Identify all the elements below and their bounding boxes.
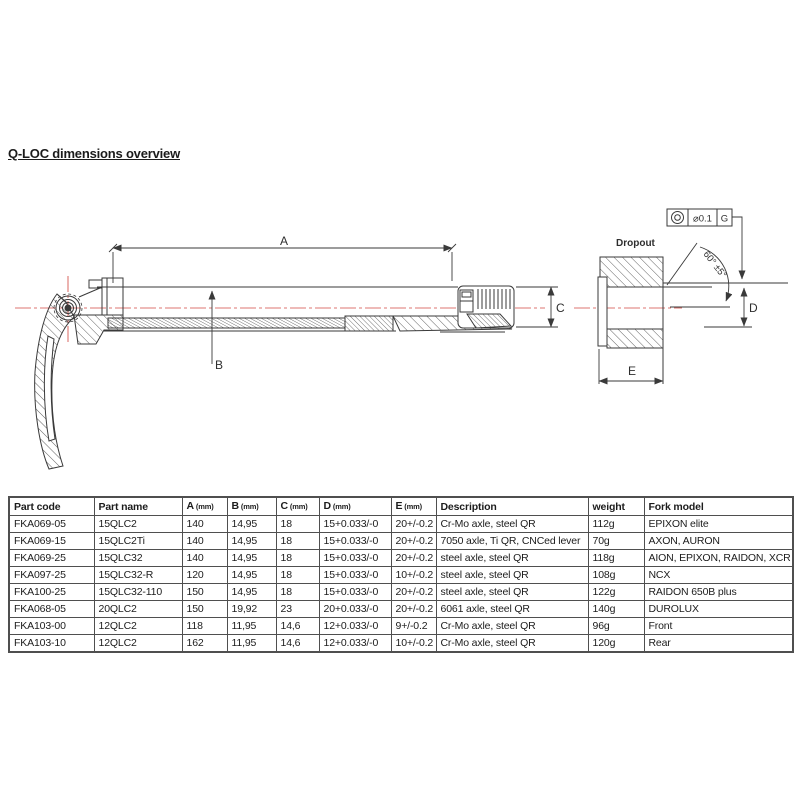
column-header-d: D (mm) bbox=[319, 497, 391, 516]
table-cell: 15QLC32-110 bbox=[94, 584, 182, 601]
table-cell: 140g bbox=[588, 601, 644, 618]
table-cell: FKA097-25 bbox=[9, 567, 94, 584]
angle-label: 60° ±5° bbox=[700, 249, 729, 281]
table-row bbox=[9, 584, 793, 601]
table-cell: 14,95 bbox=[227, 516, 276, 533]
table-cell: 14,6 bbox=[276, 618, 319, 635]
table-cell: 10+/-0.2 bbox=[391, 567, 436, 584]
table-cell: 9+/-0.2 bbox=[391, 618, 436, 635]
column-header-weight: weight bbox=[588, 497, 644, 516]
tolerance-datum: G bbox=[720, 213, 729, 225]
detail-view bbox=[574, 209, 788, 384]
dimension-d bbox=[744, 288, 758, 326]
table-cell: AION, EPIXON, RAIDON, XCR bbox=[644, 550, 793, 567]
table-cell: FKA100-25 bbox=[9, 584, 94, 601]
table-cell: 14,95 bbox=[227, 584, 276, 601]
table-cell: Cr-Mo axle, steel QR bbox=[436, 618, 588, 635]
table-cell: FKA068-05 bbox=[9, 601, 94, 618]
table-cell: 140 bbox=[182, 550, 227, 567]
table-cell: FKA103-10 bbox=[9, 635, 94, 653]
table-cell: 19,92 bbox=[227, 601, 276, 618]
dropout-section bbox=[598, 257, 788, 384]
table-row bbox=[9, 618, 793, 635]
table-cell: 12QLC2 bbox=[94, 635, 182, 653]
tolerance-value: ⌀0.1 bbox=[693, 213, 712, 225]
table-row bbox=[9, 601, 793, 618]
table-cell: FKA069-15 bbox=[9, 533, 94, 550]
table-cell: 120 bbox=[182, 567, 227, 584]
table-cell: 20+/-0.2 bbox=[391, 584, 436, 601]
table-header-row bbox=[9, 497, 793, 516]
table-cell: NCX bbox=[644, 567, 793, 584]
table-cell: 20+/-0.2 bbox=[391, 533, 436, 550]
table-cell: 12QLC2 bbox=[94, 618, 182, 635]
table-cell: 18 bbox=[276, 584, 319, 601]
table-cell: 11,95 bbox=[227, 635, 276, 653]
table-cell: FKA069-25 bbox=[9, 550, 94, 567]
page-title: Q-LOC dimensions overview bbox=[8, 146, 180, 161]
table-cell: 140 bbox=[182, 516, 227, 533]
dim-c-label: C bbox=[556, 301, 565, 315]
table-cell: 6061 axle, steel QR bbox=[436, 601, 588, 618]
table-cell: 12+0.033/-0 bbox=[319, 635, 391, 653]
table-cell: 70g bbox=[588, 533, 644, 550]
table-cell: AXON, AURON bbox=[644, 533, 793, 550]
table-cell: 15+0.033/-0 bbox=[319, 584, 391, 601]
table-cell: 15+0.033/-0 bbox=[319, 550, 391, 567]
table-cell: 18 bbox=[276, 567, 319, 584]
table-row bbox=[9, 635, 793, 653]
table-cell: 18 bbox=[276, 516, 319, 533]
table-cell: 120g bbox=[588, 635, 644, 653]
table-row bbox=[9, 567, 793, 584]
table-cell: FKA103-00 bbox=[9, 618, 94, 635]
qr-lever bbox=[35, 294, 74, 469]
table-cell: 15QLC32 bbox=[94, 550, 182, 567]
table-cell: 14,95 bbox=[227, 533, 276, 550]
axle-shaft bbox=[97, 287, 512, 331]
table-header-row bbox=[9, 497, 793, 516]
column-header-part-code: Part code bbox=[9, 497, 94, 516]
dim-d-label: D bbox=[749, 301, 758, 315]
main-view bbox=[15, 234, 565, 469]
table-cell: 20+/-0.2 bbox=[391, 601, 436, 618]
column-header-fork-model: Fork model bbox=[644, 497, 793, 516]
dimension-e bbox=[599, 349, 663, 384]
dimension-c bbox=[516, 287, 565, 327]
angle-dimension bbox=[667, 243, 730, 307]
dropout-label: Dropout bbox=[616, 238, 655, 249]
table-cell: 118 bbox=[182, 618, 227, 635]
dim-e-label: E bbox=[628, 364, 637, 378]
table-cell: 14,6 bbox=[276, 635, 319, 653]
table-row bbox=[9, 516, 793, 533]
table-cell: 118g bbox=[588, 550, 644, 567]
dim-b-label: B bbox=[215, 358, 224, 372]
table-cell: 162 bbox=[182, 635, 227, 653]
table-cell: 15+0.033/-0 bbox=[319, 533, 391, 550]
table-cell: 18 bbox=[276, 550, 319, 567]
table-cell: DUROLUX bbox=[644, 601, 793, 618]
table-row bbox=[9, 533, 793, 550]
table-cell: steel axle, steel QR bbox=[436, 584, 588, 601]
table-cell: 18 bbox=[276, 533, 319, 550]
table-cell: 11,95 bbox=[227, 618, 276, 635]
table-cell: steel axle, steel QR bbox=[436, 567, 588, 584]
table-cell: 15+0.033/-0 bbox=[319, 516, 391, 533]
column-header-e: E (mm) bbox=[391, 497, 436, 516]
table-cell: FKA069-05 bbox=[9, 516, 94, 533]
column-header-c: C (mm) bbox=[276, 497, 319, 516]
table-cell: Rear bbox=[644, 635, 793, 653]
table-cell: 20+/-0.2 bbox=[391, 516, 436, 533]
column-header-a: A (mm) bbox=[182, 497, 227, 516]
dimensions-table-section bbox=[8, 496, 794, 653]
table-cell: 14,95 bbox=[227, 550, 276, 567]
table-row bbox=[9, 550, 793, 567]
table-cell: RAIDON 650B plus bbox=[644, 584, 793, 601]
table-cell: 108g bbox=[588, 567, 644, 584]
table-cell: 15QLC2 bbox=[94, 516, 182, 533]
column-header-part-name: Part name bbox=[94, 497, 182, 516]
column-header-b: B (mm) bbox=[227, 497, 276, 516]
table-cell: 14,95 bbox=[227, 567, 276, 584]
dim-a-label: A bbox=[280, 234, 289, 248]
table-cell: steel axle, steel QR bbox=[436, 550, 588, 567]
table-cell: 15QLC32-R bbox=[94, 567, 182, 584]
table-cell: 10+/-0.2 bbox=[391, 635, 436, 653]
table-cell: 150 bbox=[182, 601, 227, 618]
table-cell: 23 bbox=[276, 601, 319, 618]
table-cell: 140 bbox=[182, 533, 227, 550]
table-cell: Cr-Mo axle, steel QR bbox=[436, 516, 588, 533]
dimensions-table bbox=[8, 496, 794, 653]
dimension-a bbox=[109, 234, 456, 283]
table-cell: 20QLC2 bbox=[94, 601, 182, 618]
table-cell: 96g bbox=[588, 618, 644, 635]
table-cell: 15QLC2Ti bbox=[94, 533, 182, 550]
table-cell: 20+/-0.2 bbox=[391, 550, 436, 567]
table-cell: 112g bbox=[588, 516, 644, 533]
table-cell: 12+0.033/-0 bbox=[319, 618, 391, 635]
table-cell: 20+0.033/-0 bbox=[319, 601, 391, 618]
table-cell: 122g bbox=[588, 584, 644, 601]
column-header-description: Description bbox=[436, 497, 588, 516]
table-cell: EPIXON elite bbox=[644, 516, 793, 533]
table-body bbox=[9, 516, 793, 653]
table-cell: 7050 axle, Ti QR, CNCed lever bbox=[436, 533, 588, 550]
table-cell: Cr-Mo axle, steel QR bbox=[436, 635, 588, 653]
table-cell: 150 bbox=[182, 584, 227, 601]
table-cell: Front bbox=[644, 618, 793, 635]
table-cell: 15+0.033/-0 bbox=[319, 567, 391, 584]
